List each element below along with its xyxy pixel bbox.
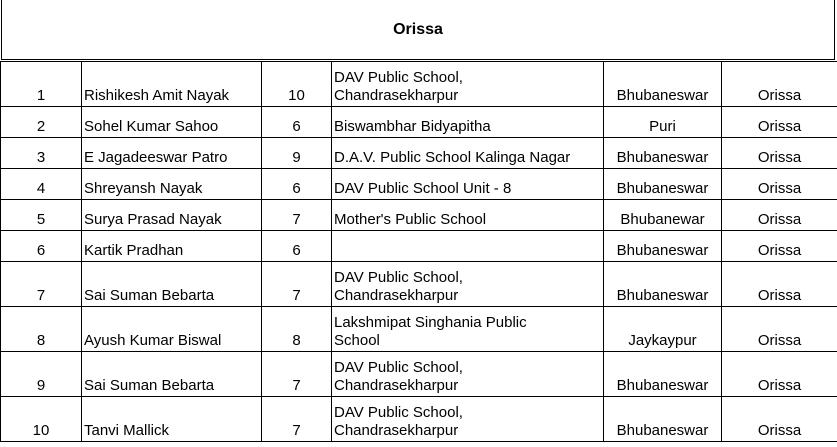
state-cell[interactable]: Orissa (722, 231, 837, 262)
state-cell[interactable]: Orissa (722, 262, 837, 307)
school-name-line: DAV Public School Unit - 8 (334, 180, 512, 197)
state-cell[interactable]: Orissa (722, 352, 837, 397)
serial-number-cell[interactable]: 1 (1, 62, 82, 107)
school-name-line: Mother's Public School (334, 211, 487, 228)
serial-number-cell[interactable]: 4 (1, 169, 82, 200)
state-cell[interactable]: Orissa (722, 397, 837, 442)
city-cell[interactable]: Bhubaneswar (604, 262, 722, 307)
table-row (1, 231, 837, 262)
student-name-cell[interactable]: Sohel Kumar Sahoo (82, 107, 262, 138)
school-name-cell[interactable] (332, 138, 604, 169)
table-row (1, 352, 837, 397)
school-name-line: Chandrasekharpur (334, 377, 459, 394)
city-cell[interactable]: Bhubaneswar (604, 231, 722, 262)
school-name-cell[interactable] (332, 397, 604, 442)
school-name-line: DAV Public School, (334, 69, 463, 86)
school-name-line: Chandrasekharpur (334, 87, 459, 104)
class-cell[interactable]: 7 (262, 262, 332, 307)
city-cell[interactable]: Bhubaneswar (604, 62, 722, 107)
serial-number-cell[interactable]: 10 (1, 397, 82, 442)
school-name-line: Biswambhar Bidyapitha (334, 118, 491, 135)
table-row (1, 62, 837, 107)
school-name-line: DAV Public School, (334, 269, 463, 286)
student-name-cell[interactable]: Kartik Pradhan (82, 231, 262, 262)
table-row (1, 397, 837, 442)
table-body (1, 62, 837, 442)
student-name-cell[interactable]: E Jagadeeswar Patro (82, 138, 262, 169)
serial-number-cell[interactable]: 6 (1, 231, 82, 262)
serial-number-cell[interactable]: 3 (1, 138, 82, 169)
city-cell[interactable]: Bhubaneswar (604, 397, 722, 442)
class-cell[interactable]: 6 (262, 169, 332, 200)
participants-table (0, 61, 837, 442)
class-cell[interactable]: 7 (262, 200, 332, 231)
table-row (1, 169, 837, 200)
school-name-line: DAV Public School, (334, 404, 463, 421)
student-name-cell[interactable]: Ayush Kumar Biswal (82, 307, 262, 352)
state-cell[interactable]: Orissa (722, 307, 837, 352)
table-row (1, 138, 837, 169)
school-name-cell[interactable] (332, 307, 604, 352)
state-title: Orissa (393, 20, 443, 38)
title-cell (1, 0, 835, 60)
class-cell[interactable]: 7 (262, 397, 332, 442)
serial-number-cell[interactable]: 7 (1, 262, 82, 307)
school-name-line: Chandrasekharpur (334, 287, 459, 304)
city-cell[interactable]: Bhubaneswar (604, 169, 722, 200)
student-name-cell[interactable]: Sai Suman Bebarta (82, 262, 262, 307)
student-name-cell[interactable]: Sai Suman Bebarta (82, 352, 262, 397)
serial-number-cell[interactable]: 5 (1, 200, 82, 231)
school-name-cell[interactable] (332, 169, 604, 200)
student-name-cell[interactable]: Shreyansh Nayak (82, 169, 262, 200)
school-name-line: Chandrasekharpur (334, 422, 459, 439)
school-name-line: Lakshmipat Singhania Public (334, 314, 527, 331)
city-cell[interactable]: Bhubaneswar (604, 352, 722, 397)
class-cell[interactable]: 9 (262, 138, 332, 169)
state-cell[interactable]: Orissa (722, 138, 837, 169)
school-name-cell[interactable] (332, 231, 604, 262)
school-name-line: DAV Public School, (334, 359, 463, 376)
class-cell[interactable]: 6 (262, 231, 332, 262)
table-row (1, 262, 837, 307)
class-cell[interactable]: 10 (262, 62, 332, 107)
student-name-cell[interactable]: Surya Prasad Nayak (82, 200, 262, 231)
serial-number-cell[interactable]: 8 (1, 307, 82, 352)
table-row (1, 307, 837, 352)
serial-number-cell[interactable]: 2 (1, 107, 82, 138)
school-name-line: D.A.V. Public School Kalinga Nagar (334, 149, 571, 166)
school-name-cell[interactable] (332, 262, 604, 307)
state-cell[interactable]: Orissa (722, 169, 837, 200)
school-name-cell[interactable] (332, 107, 604, 138)
class-cell[interactable]: 7 (262, 352, 332, 397)
table-row (1, 200, 837, 231)
class-cell[interactable]: 6 (262, 107, 332, 138)
state-cell[interactable]: Orissa (722, 62, 837, 107)
serial-number-cell[interactable]: 9 (1, 352, 82, 397)
city-cell[interactable]: Bhubaneswar (604, 138, 722, 169)
school-name-cell[interactable] (332, 62, 604, 107)
student-name-cell[interactable]: Tanvi Mallick (82, 397, 262, 442)
city-cell[interactable]: Bhubanewar (604, 200, 722, 231)
state-cell[interactable]: Orissa (722, 200, 837, 231)
class-cell[interactable]: 8 (262, 307, 332, 352)
city-cell[interactable]: Puri (604, 107, 722, 138)
student-name-cell[interactable]: Rishikesh Amit Nayak (82, 62, 262, 107)
school-name-cell[interactable] (332, 352, 604, 397)
school-name-line: School (334, 332, 380, 349)
city-cell[interactable]: Jaykaypur (604, 307, 722, 352)
table-row (1, 107, 837, 138)
school-name-cell[interactable] (332, 200, 604, 231)
state-cell[interactable]: Orissa (722, 107, 837, 138)
